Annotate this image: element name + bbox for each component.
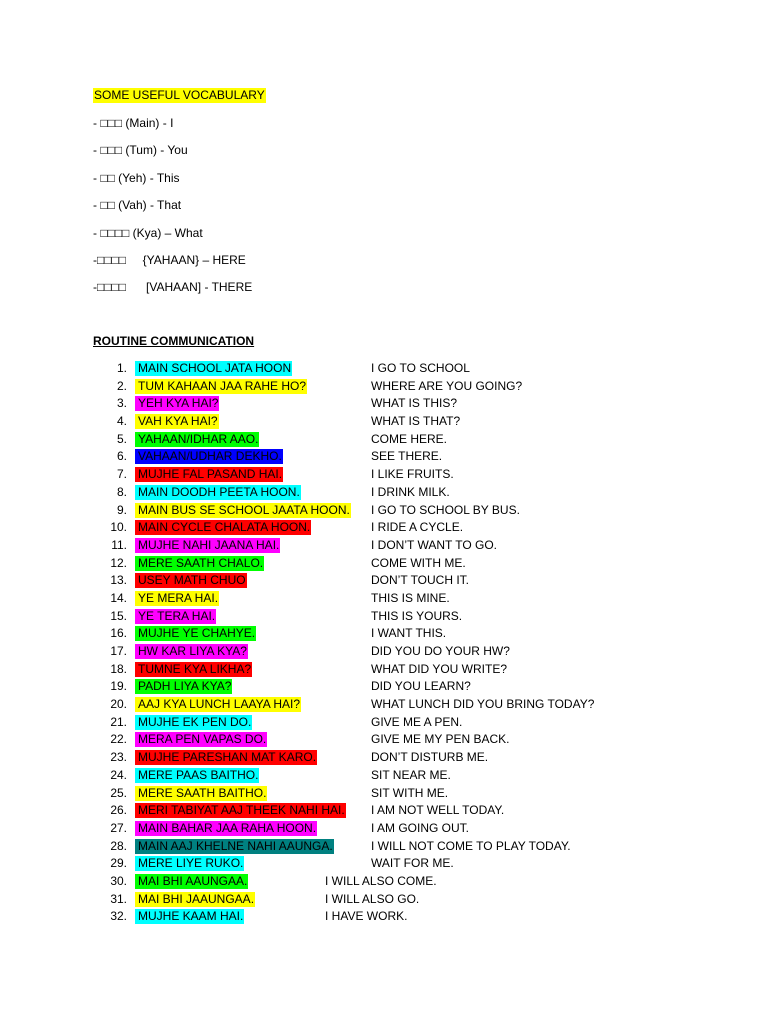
- vocabulary-list: [93, 116, 252, 308]
- phrase-english: I LIKE FRUITS.: [371, 467, 454, 482]
- phrase-row: [0, 432, 768, 450]
- vocabulary-item: -□□□□ [VAHAAN] - THERE: [93, 280, 253, 295]
- phrase-row: [0, 591, 768, 609]
- phrase-hindi: VAH KYA HAI?: [135, 414, 219, 429]
- phrase-hindi: YEH KYA HAI?: [135, 396, 219, 411]
- phrase-english: DID YOU LEARN?: [371, 679, 471, 694]
- phrase-english: I HAVE WORK.: [325, 909, 408, 924]
- phrase-row: [0, 467, 768, 485]
- phrase-english: DON’T DISTURB ME.: [371, 750, 489, 765]
- routine-communication-title: ROUTINE COMMUNICATION: [93, 334, 255, 348]
- phrase-row: [0, 609, 768, 627]
- phrase-number: 24.: [110, 767, 127, 782]
- phrase-row: [0, 732, 768, 750]
- phrase-english: WHAT IS THAT?: [371, 414, 461, 429]
- phrase-row: [0, 821, 768, 839]
- phrase-english: DON’T TOUCH IT.: [371, 573, 470, 588]
- phrase-english: I DRINK MILK.: [371, 484, 450, 499]
- phrase-number: 31.: [110, 891, 127, 906]
- phrase-number: 14.: [110, 590, 127, 605]
- phrase-number: 22.: [110, 732, 127, 747]
- phrase-row: [0, 520, 768, 538]
- phrase-list: [0, 361, 768, 927]
- phrase-hindi: MUJHE PARESHAN MAT KARO.: [135, 750, 317, 765]
- phrase-hindi: AAJ KYA LUNCH LAAYA HAI?: [135, 697, 301, 712]
- phrase-number: 28.: [110, 838, 127, 853]
- phrase-hindi: YE TERA HAI.: [135, 609, 216, 624]
- phrase-number: 26.: [110, 803, 127, 818]
- phrase-number: 13.: [110, 573, 127, 588]
- phrase-number: 9.: [116, 502, 127, 517]
- phrase-number: 30.: [110, 873, 127, 888]
- phrase-number: 4.: [116, 414, 127, 429]
- phrase-hindi: MUJHE EK PEN DO.: [135, 715, 252, 730]
- phrase-hindi: MUJHE FAL PASAND HAI.: [135, 467, 283, 482]
- phrase-row: [0, 892, 768, 910]
- phrase-number: 23.: [110, 750, 127, 765]
- phrase-english: I RIDE A CYCLE.: [371, 520, 464, 535]
- phrase-hindi: MAI BHI AAUNGAA.: [135, 874, 248, 889]
- phrase-english: GIVE ME A PEN.: [371, 714, 463, 729]
- phrase-english: WHAT IS THIS?: [371, 396, 458, 411]
- phrase-english: THIS IS MINE.: [371, 590, 450, 605]
- phrase-english: SIT NEAR ME.: [371, 767, 451, 782]
- phrase-english: I DON’T WANT TO GO.: [371, 537, 498, 552]
- phrase-number: 25.: [110, 785, 127, 800]
- phrase-english: WAIT FOR ME.: [371, 856, 454, 871]
- phrase-english: I WILL ALSO GO.: [325, 891, 420, 906]
- phrase-row: [0, 379, 768, 397]
- phrase-row: [0, 715, 768, 733]
- phrase-number: 29.: [110, 856, 127, 871]
- phrase-row: [0, 803, 768, 821]
- phrase-english: I AM NOT WELL TODAY.: [371, 803, 505, 818]
- phrase-english: DID YOU DO YOUR HW?: [371, 644, 510, 658]
- vocabulary-item: -□□□□ {YAHAAN} – HERE: [93, 252, 246, 267]
- phrase-hindi: VAHAAN/UDHAR DEKHO.: [135, 449, 283, 464]
- phrase-row: [0, 679, 768, 697]
- phrase-hindi: MAIN CYCLE CHALATA HOON.: [135, 520, 311, 535]
- phrase-row: [0, 503, 768, 521]
- phrase-number: 27.: [110, 820, 127, 835]
- phrase-english: GIVE ME MY PEN BACK.: [371, 732, 510, 747]
- phrase-hindi: MAIN AAJ KHELNE NAHI AAUNGA.: [135, 839, 334, 854]
- vocabulary-item: - □□□□ (Kya) – What: [93, 225, 203, 240]
- phrase-hindi: MERE SAATH BAITHO.: [135, 786, 267, 801]
- phrase-english: I GO TO SCHOOL BY BUS.: [371, 502, 520, 517]
- phrase-number: 12.: [110, 555, 127, 570]
- vocabulary-title: SOME USEFUL VOCABULARY: [94, 88, 265, 102]
- phrase-hindi: YAHAAN/IDHAR AAO.: [135, 432, 259, 447]
- phrase-number: 5.: [116, 431, 127, 446]
- phrase-english: COME WITH ME.: [371, 555, 466, 570]
- phrase-number: 6.: [116, 449, 127, 464]
- vocabulary-item: - □□□ (Tum) - You: [93, 143, 188, 158]
- phrase-row: [0, 786, 768, 804]
- vocabulary-item: - □□ (Vah) - That: [93, 198, 182, 213]
- phrase-hindi: MAI BHI JAAUNGAA.: [135, 892, 255, 907]
- phrase-english: I GO TO SCHOOL: [371, 361, 470, 375]
- phrase-row: [0, 626, 768, 644]
- phrase-row: [0, 839, 768, 857]
- phrase-hindi: MAIN DOODH PEETA HOON.: [135, 485, 301, 500]
- phrase-english: I WILL NOT COME TO PLAY TODAY.: [371, 838, 571, 853]
- phrase-hindi: MERE LIYE RUKO.: [135, 856, 244, 871]
- phrase-number: 11.: [111, 537, 127, 552]
- phrase-row: [0, 909, 768, 927]
- phrase-english: SEE THERE.: [371, 449, 443, 464]
- phrase-number: 19.: [110, 679, 127, 694]
- phrase-number: 15.: [110, 608, 127, 623]
- phrase-hindi: MUJHE KAAM HAI.: [135, 909, 244, 924]
- phrase-english: THIS IS YOURS.: [371, 608, 463, 623]
- phrase-row: [0, 644, 768, 662]
- phrase-row: [0, 449, 768, 467]
- phrase-hindi: MUJHE YE CHAHYE.: [135, 626, 256, 641]
- phrase-hindi: TUMNE KYA LIKHA?: [135, 662, 252, 677]
- phrase-row: [0, 768, 768, 786]
- phrase-hindi: MAIN BUS SE SCHOOL JAATA HOON.: [135, 503, 351, 518]
- phrase-row: [0, 538, 768, 556]
- phrase-number: 32.: [110, 909, 127, 924]
- phrase-number: 10.: [110, 520, 127, 535]
- phrase-english: WHAT LUNCH DID YOU BRING TODAY?: [371, 697, 595, 712]
- phrase-number: 16.: [110, 626, 127, 641]
- phrase-number: 3.: [116, 396, 127, 411]
- phrase-hindi: MERE PAAS BAITHO.: [135, 768, 259, 783]
- phrase-row: [0, 874, 768, 892]
- phrase-hindi: HW KAR LIYA KYA?: [135, 644, 248, 659]
- phrase-hindi: MAIN SCHOOL JATA HOON: [135, 361, 292, 376]
- phrase-number: 20.: [110, 697, 127, 712]
- phrase-hindi: USEY MATH CHUO: [135, 573, 247, 588]
- phrase-hindi: PADH LIYA KYA?: [135, 679, 232, 694]
- phrase-hindi: MERI TABIYAT AAJ THEEK NAHI HAI.: [135, 803, 346, 818]
- phrase-number: 2.: [116, 378, 127, 393]
- phrase-english: SIT WITH ME.: [371, 785, 449, 800]
- phrase-row: [0, 856, 768, 874]
- phrase-number: 21.: [110, 714, 127, 729]
- vocabulary-item: - □□ (Yeh) - This: [93, 170, 180, 185]
- phrase-number: 1.: [116, 361, 127, 375]
- phrase-number: 18.: [110, 661, 127, 676]
- phrase-row: [0, 556, 768, 574]
- phrase-english: I AM GOING OUT.: [371, 820, 470, 835]
- phrase-number: 17.: [110, 644, 127, 658]
- phrase-hindi: MAIN BAHAR JAA RAHA HOON.: [135, 821, 317, 836]
- phrase-row: [0, 485, 768, 503]
- phrase-english: WHAT DID YOU WRITE?: [371, 661, 508, 676]
- phrase-number: 7.: [116, 467, 127, 482]
- phrase-row: [0, 697, 768, 715]
- phrase-row: [0, 662, 768, 680]
- phrase-number: 8.: [116, 484, 127, 499]
- phrase-hindi: MUJHE NAHI JAANA HAI.: [135, 538, 280, 553]
- phrase-hindi: MERA PEN VAPAS DO.: [135, 732, 267, 747]
- vocabulary-item: - □□□ (Main) - I: [93, 116, 174, 130]
- phrase-row: [0, 414, 768, 432]
- phrase-english: I WILL ALSO COME.: [325, 873, 437, 888]
- phrase-hindi: TUM KAHAAN JAA RAHE HO?: [135, 379, 307, 394]
- phrase-english: WHERE ARE YOU GOING?: [371, 378, 523, 393]
- phrase-hindi: YE MERA HAI.: [135, 591, 219, 606]
- phrase-row: [0, 396, 768, 414]
- phrase-row: [0, 573, 768, 591]
- phrase-english: I WANT THIS.: [371, 626, 447, 641]
- phrase-hindi: MERE SAATH CHALO.: [135, 556, 264, 571]
- phrase-english: COME HERE.: [371, 431, 448, 446]
- phrase-row: [0, 361, 768, 379]
- phrase-row: [0, 750, 768, 768]
